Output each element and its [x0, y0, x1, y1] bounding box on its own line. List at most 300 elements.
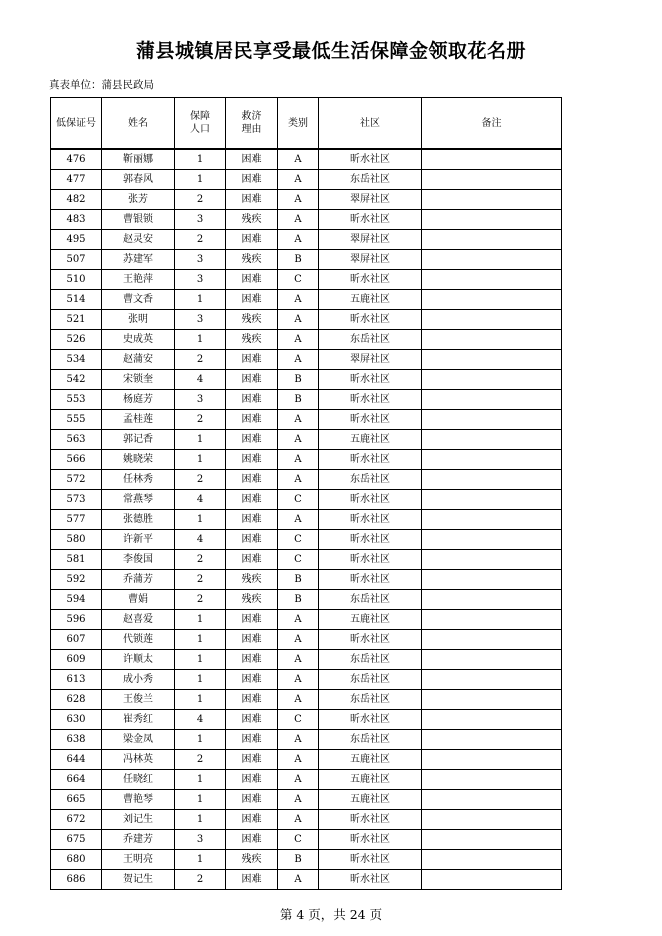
table-row — [51, 470, 562, 490]
cell-community: 昕水社区 — [319, 550, 422, 570]
cell-persons: 1 — [175, 790, 226, 810]
table-row — [51, 290, 562, 310]
cell-reason: 残疾 — [226, 590, 278, 610]
cell-remarks — [422, 790, 562, 810]
cell-reason: 困难 — [226, 610, 278, 630]
cell-community: 昕水社区 — [319, 270, 422, 290]
cell-community: 五鹿社区 — [319, 770, 422, 790]
cell-name: 成小秀 — [102, 670, 175, 690]
cell-category: A — [278, 170, 319, 190]
cell-community: 东岳社区 — [319, 650, 422, 670]
header-row — [51, 98, 562, 150]
cell-reason: 困难 — [226, 530, 278, 550]
cell-community: 昕水社区 — [319, 570, 422, 590]
cell-name: 乔蒲芳 — [102, 570, 175, 590]
cell-persons: 1 — [175, 730, 226, 750]
table-row — [51, 490, 562, 510]
cell-id: 675 — [51, 830, 102, 850]
cell-reason: 残疾 — [226, 210, 278, 230]
cell-category: B — [278, 850, 319, 870]
cell-community: 五鹿社区 — [319, 750, 422, 770]
cell-reason: 困难 — [226, 730, 278, 750]
col-header-category: 类别 — [278, 98, 319, 150]
cell-remarks — [422, 370, 562, 390]
cell-community: 翠屏社区 — [319, 190, 422, 210]
col-header-community: 社区 — [319, 98, 422, 150]
table-row — [51, 730, 562, 750]
cell-id: 672 — [51, 810, 102, 830]
cell-remarks — [422, 730, 562, 750]
cell-persons: 1 — [175, 450, 226, 470]
cell-name: 贺记生 — [102, 870, 175, 890]
cell-community: 五鹿社区 — [319, 610, 422, 630]
unit-label: 真表单位：蒲县民政局 — [49, 79, 154, 91]
cell-id: 680 — [51, 850, 102, 870]
cell-community: 昕水社区 — [319, 370, 422, 390]
cell-community: 翠屏社区 — [319, 250, 422, 270]
cell-category: A — [278, 670, 319, 690]
cell-reason: 困难 — [226, 390, 278, 410]
cell-name: 刘记生 — [102, 810, 175, 830]
cell-category: A — [278, 750, 319, 770]
cell-persons: 1 — [175, 670, 226, 690]
cell-id: 609 — [51, 650, 102, 670]
cell-reason: 困难 — [226, 670, 278, 690]
table-row — [51, 450, 562, 470]
cell-category: A — [278, 770, 319, 790]
cell-remarks — [422, 570, 562, 590]
cell-remarks — [422, 390, 562, 410]
cell-name: 苏建军 — [102, 250, 175, 270]
table-row — [51, 770, 562, 790]
cell-name: 许顺太 — [102, 650, 175, 670]
cell-community: 昕水社区 — [319, 870, 422, 890]
cell-reason: 困难 — [226, 750, 278, 770]
cell-category: B — [278, 370, 319, 390]
cell-id: 664 — [51, 770, 102, 790]
cell-id: 542 — [51, 370, 102, 390]
cell-name: 靳丽娜 — [102, 149, 175, 170]
cell-reason: 残疾 — [226, 570, 278, 590]
cell-community: 昕水社区 — [319, 530, 422, 550]
cell-category: A — [278, 790, 319, 810]
cell-remarks — [422, 270, 562, 290]
cell-persons: 2 — [175, 550, 226, 570]
cell-reason: 困难 — [226, 710, 278, 730]
table-row — [51, 870, 562, 890]
cell-id: 613 — [51, 670, 102, 690]
cell-reason: 困难 — [226, 290, 278, 310]
cell-id: 566 — [51, 450, 102, 470]
cell-community: 昕水社区 — [319, 830, 422, 850]
table-row — [51, 510, 562, 530]
cell-name: 许新平 — [102, 530, 175, 550]
cell-persons: 4 — [175, 490, 226, 510]
cell-persons: 4 — [175, 530, 226, 550]
cell-community: 昕水社区 — [319, 630, 422, 650]
cell-name: 赵喜爱 — [102, 610, 175, 630]
cell-persons: 1 — [175, 330, 226, 350]
cell-name: 李俊国 — [102, 550, 175, 570]
cell-name: 孟桂莲 — [102, 410, 175, 430]
cell-name: 张芳 — [102, 190, 175, 210]
table-row — [51, 270, 562, 290]
cell-persons: 4 — [175, 710, 226, 730]
cell-remarks — [422, 470, 562, 490]
cell-remarks — [422, 350, 562, 370]
cell-id: 514 — [51, 290, 102, 310]
cell-id: 510 — [51, 270, 102, 290]
cell-name: 代锁莲 — [102, 630, 175, 650]
col-header-persons: 保障 人口 — [175, 98, 226, 150]
page-title: 蒲县城镇居民享受最低生活保障金领取花名册 — [135, 40, 526, 62]
cell-persons: 2 — [175, 470, 226, 490]
table-row — [51, 190, 562, 210]
cell-category: A — [278, 630, 319, 650]
cell-persons: 2 — [175, 590, 226, 610]
cell-id: 594 — [51, 590, 102, 610]
cell-reason: 困难 — [226, 470, 278, 490]
cell-persons: 1 — [175, 630, 226, 650]
cell-name: 史成英 — [102, 330, 175, 350]
cell-category: C — [278, 830, 319, 850]
cell-reason: 困难 — [226, 230, 278, 250]
cell-id: 644 — [51, 750, 102, 770]
cell-name: 冯林英 — [102, 750, 175, 770]
cell-community: 昕水社区 — [319, 710, 422, 730]
cell-remarks — [422, 850, 562, 870]
col-header-remarks: 备注 — [422, 98, 562, 150]
cell-category: C — [278, 710, 319, 730]
cell-remarks — [422, 870, 562, 890]
cell-category: A — [278, 870, 319, 890]
cell-persons: 1 — [175, 690, 226, 710]
cell-remarks — [422, 310, 562, 330]
cell-id: 607 — [51, 630, 102, 650]
cell-id: 476 — [51, 149, 102, 170]
cell-category: C — [278, 490, 319, 510]
cell-remarks — [422, 770, 562, 790]
cell-name: 梁金凤 — [102, 730, 175, 750]
table-row — [51, 590, 562, 610]
cell-id: 483 — [51, 210, 102, 230]
cell-persons: 2 — [175, 230, 226, 250]
cell-reason: 困难 — [226, 790, 278, 810]
table-row — [51, 170, 562, 190]
cell-reason: 困难 — [226, 370, 278, 390]
cell-reason: 困难 — [226, 270, 278, 290]
cell-reason: 残疾 — [226, 250, 278, 270]
cell-category: A — [278, 190, 319, 210]
cell-remarks — [422, 610, 562, 630]
cell-community: 五鹿社区 — [319, 290, 422, 310]
page-footer: 第 4 页，共 24 页 — [279, 907, 383, 922]
cell-id: 630 — [51, 710, 102, 730]
cell-reason: 困难 — [226, 830, 278, 850]
cell-reason: 困难 — [226, 690, 278, 710]
cell-persons: 2 — [175, 570, 226, 590]
cell-community: 昕水社区 — [319, 450, 422, 470]
cell-persons: 1 — [175, 149, 226, 170]
cell-id: 482 — [51, 190, 102, 210]
cell-id: 577 — [51, 510, 102, 530]
cell-category: A — [278, 410, 319, 430]
cell-remarks — [422, 630, 562, 650]
cell-remarks — [422, 650, 562, 670]
cell-reason: 困难 — [226, 510, 278, 530]
cell-name: 张明 — [102, 310, 175, 330]
cell-remarks — [422, 290, 562, 310]
cell-remarks — [422, 430, 562, 450]
cell-category: A — [278, 330, 319, 350]
cell-remarks — [422, 750, 562, 770]
cell-remarks — [422, 230, 562, 250]
roster-table — [50, 97, 562, 890]
table-row — [51, 690, 562, 710]
cell-category: A — [278, 350, 319, 370]
cell-community: 东岳社区 — [319, 670, 422, 690]
cell-name: 乔建芳 — [102, 830, 175, 850]
cell-id: 592 — [51, 570, 102, 590]
col-header-name: 姓名 — [102, 98, 175, 150]
cell-reason: 困难 — [226, 810, 278, 830]
cell-community: 昕水社区 — [319, 149, 422, 170]
cell-remarks — [422, 510, 562, 530]
cell-persons: 1 — [175, 170, 226, 190]
cell-id: 534 — [51, 350, 102, 370]
cell-id: 507 — [51, 250, 102, 270]
cell-remarks — [422, 690, 562, 710]
cell-reason: 困难 — [226, 650, 278, 670]
col-header-reason: 救济 理由 — [226, 98, 278, 150]
cell-persons: 2 — [175, 870, 226, 890]
cell-persons: 1 — [175, 850, 226, 870]
cell-id: 526 — [51, 330, 102, 350]
cell-community: 昕水社区 — [319, 490, 422, 510]
cell-persons: 3 — [175, 250, 226, 270]
cell-community: 昕水社区 — [319, 210, 422, 230]
cell-category: A — [278, 470, 319, 490]
table-row — [51, 630, 562, 650]
cell-id: 573 — [51, 490, 102, 510]
cell-name: 姚晓荣 — [102, 450, 175, 470]
cell-id: 686 — [51, 870, 102, 890]
cell-category: C — [278, 530, 319, 550]
table-row — [51, 810, 562, 830]
cell-remarks — [422, 590, 562, 610]
cell-community: 东岳社区 — [319, 330, 422, 350]
cell-category: A — [278, 230, 319, 250]
cell-category: C — [278, 270, 319, 290]
cell-category: A — [278, 610, 319, 630]
cell-category: A — [278, 810, 319, 830]
cell-community: 昕水社区 — [319, 410, 422, 430]
cell-remarks — [422, 450, 562, 470]
cell-reason: 残疾 — [226, 310, 278, 330]
cell-id: 521 — [51, 310, 102, 330]
cell-persons: 1 — [175, 610, 226, 630]
cell-category: B — [278, 590, 319, 610]
cell-persons: 1 — [175, 770, 226, 790]
cell-category: A — [278, 650, 319, 670]
cell-remarks — [422, 330, 562, 350]
table-row — [51, 670, 562, 690]
table-row — [51, 710, 562, 730]
cell-name: 王艳萍 — [102, 270, 175, 290]
cell-name: 张德胜 — [102, 510, 175, 530]
table-row — [51, 570, 562, 590]
cell-remarks — [422, 490, 562, 510]
cell-reason: 困难 — [226, 450, 278, 470]
cell-remarks — [422, 190, 562, 210]
cell-remarks — [422, 810, 562, 830]
cell-remarks — [422, 170, 562, 190]
cell-persons: 4 — [175, 370, 226, 390]
cell-remarks — [422, 830, 562, 850]
table-row — [51, 149, 562, 170]
cell-community: 昕水社区 — [319, 310, 422, 330]
cell-category: A — [278, 430, 319, 450]
cell-community: 翠屏社区 — [319, 230, 422, 250]
cell-community: 五鹿社区 — [319, 790, 422, 810]
cell-persons: 1 — [175, 430, 226, 450]
roster-body — [51, 149, 562, 890]
cell-name: 杨庭芳 — [102, 390, 175, 410]
cell-name: 曹银锁 — [102, 210, 175, 230]
table-row — [51, 530, 562, 550]
table-row — [51, 370, 562, 390]
cell-name: 曹娟 — [102, 590, 175, 610]
cell-category: B — [278, 570, 319, 590]
cell-reason: 困难 — [226, 190, 278, 210]
cell-id: 638 — [51, 730, 102, 750]
cell-persons: 1 — [175, 510, 226, 530]
cell-persons: 2 — [175, 350, 226, 370]
cell-remarks — [422, 550, 562, 570]
cell-community: 东岳社区 — [319, 470, 422, 490]
cell-name: 崔秀红 — [102, 710, 175, 730]
cell-reason: 困难 — [226, 410, 278, 430]
cell-community: 昕水社区 — [319, 390, 422, 410]
cell-id: 477 — [51, 170, 102, 190]
cell-name: 赵灵安 — [102, 230, 175, 250]
cell-name: 任林秀 — [102, 470, 175, 490]
cell-name: 王俊兰 — [102, 690, 175, 710]
cell-remarks — [422, 530, 562, 550]
cell-id: 665 — [51, 790, 102, 810]
cell-name: 郭春风 — [102, 170, 175, 190]
cell-category: C — [278, 550, 319, 570]
cell-reason: 困难 — [226, 490, 278, 510]
cell-id: 553 — [51, 390, 102, 410]
cell-community: 东岳社区 — [319, 170, 422, 190]
table-row — [51, 790, 562, 810]
cell-category: A — [278, 210, 319, 230]
cell-reason: 困难 — [226, 430, 278, 450]
table-row — [51, 390, 562, 410]
cell-persons: 1 — [175, 650, 226, 670]
cell-reason: 困难 — [226, 770, 278, 790]
table-row — [51, 610, 562, 630]
table-row — [51, 430, 562, 450]
cell-id: 572 — [51, 470, 102, 490]
cell-name: 宋锁奎 — [102, 370, 175, 390]
cell-id: 628 — [51, 690, 102, 710]
table-row — [51, 850, 562, 870]
cell-persons: 3 — [175, 310, 226, 330]
cell-reason: 残疾 — [226, 850, 278, 870]
cell-persons: 2 — [175, 750, 226, 770]
cell-category: A — [278, 690, 319, 710]
table-row — [51, 330, 562, 350]
cell-category: A — [278, 149, 319, 170]
table-row — [51, 550, 562, 570]
cell-community: 东岳社区 — [319, 730, 422, 750]
table-row — [51, 310, 562, 330]
table-row — [51, 830, 562, 850]
cell-name: 曹艳琴 — [102, 790, 175, 810]
cell-id: 596 — [51, 610, 102, 630]
cell-persons: 1 — [175, 290, 226, 310]
cell-community: 翠屏社区 — [319, 350, 422, 370]
cell-reason: 残疾 — [226, 330, 278, 350]
cell-id: 555 — [51, 410, 102, 430]
cell-persons: 2 — [175, 190, 226, 210]
cell-category: A — [278, 310, 319, 330]
cell-category: B — [278, 250, 319, 270]
cell-persons: 3 — [175, 270, 226, 290]
cell-reason: 困难 — [226, 170, 278, 190]
cell-community: 东岳社区 — [319, 590, 422, 610]
cell-remarks — [422, 149, 562, 170]
cell-persons: 3 — [175, 830, 226, 850]
cell-reason: 困难 — [226, 350, 278, 370]
cell-name: 赵蒲安 — [102, 350, 175, 370]
cell-category: A — [278, 730, 319, 750]
cell-remarks — [422, 210, 562, 230]
cell-persons: 1 — [175, 810, 226, 830]
cell-remarks — [422, 250, 562, 270]
cell-name: 郭记香 — [102, 430, 175, 450]
cell-category: B — [278, 390, 319, 410]
cell-id: 495 — [51, 230, 102, 250]
cell-name: 曹文香 — [102, 290, 175, 310]
cell-community: 昕水社区 — [319, 510, 422, 530]
cell-remarks — [422, 410, 562, 430]
table-row — [51, 350, 562, 370]
cell-category: A — [278, 290, 319, 310]
table-row — [51, 410, 562, 430]
cell-reason: 困难 — [226, 550, 278, 570]
cell-name: 任晓红 — [102, 770, 175, 790]
cell-community: 五鹿社区 — [319, 430, 422, 450]
col-header-id: 低保证号 — [51, 98, 102, 150]
cell-id: 563 — [51, 430, 102, 450]
table-row — [51, 230, 562, 250]
cell-community: 昕水社区 — [319, 850, 422, 870]
cell-id: 580 — [51, 530, 102, 550]
cell-persons: 3 — [175, 210, 226, 230]
cell-community: 昕水社区 — [319, 810, 422, 830]
cell-remarks — [422, 670, 562, 690]
cell-reason: 困难 — [226, 149, 278, 170]
cell-remarks — [422, 710, 562, 730]
cell-category: A — [278, 510, 319, 530]
cell-name: 常燕琴 — [102, 490, 175, 510]
cell-id: 581 — [51, 550, 102, 570]
table-row — [51, 250, 562, 270]
cell-category: A — [278, 450, 319, 470]
